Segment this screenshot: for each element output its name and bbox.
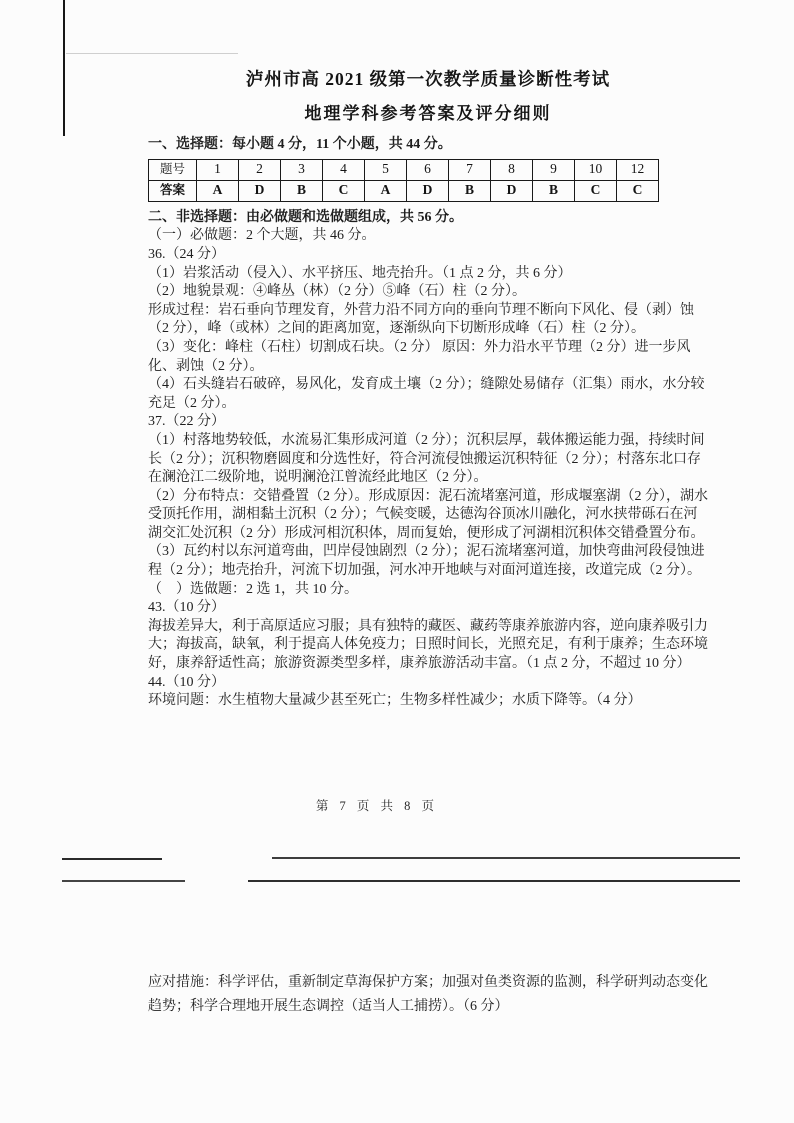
question-36-item-3: （3）变化：峰柱（石柱）切割成石块。（2 分） 原因：外力沿水平节理（2 分）进一步风化、剥蚀（2 分）。 <box>148 339 691 374</box>
next-page-fragment: 应对措施：科学评估，重新制定草海保护方案；加强对鱼类资源的监测，科学研判动态变化趋势；科学合理地开展生态调控（适当人工捕捞）。（6 分） <box>148 975 708 1014</box>
answer-cell: D <box>491 180 533 201</box>
answer-cell: D <box>407 180 449 201</box>
question-cell: 1 <box>197 159 239 180</box>
answer-cell: C <box>617 180 659 201</box>
answer-cell: A <box>197 180 239 201</box>
question-number-row <box>149 159 659 180</box>
scan-rule-line-bottom-left <box>62 880 185 882</box>
question-cell: 2 <box>239 159 281 180</box>
scan-artifact-vertical-line <box>63 0 65 136</box>
question-37-item-1: （1）村落地势较低，水流易汇集形成河道（2 分）；沉积层厚，载体搬运能力强，持续时间长（2 分）；沉积物磨圆度和分选性好，符合河流侵蚀搬运沉积特征（2 分）；村落东北口存在澜沧江二级阶地，说明澜沧江曾流经此地区（2 分）。 <box>148 432 705 486</box>
question-36-item-2-process: 形成过程：岩石垂向节理发育，外营力沿不同方向的垂向节理不断向下风化、侵（剥）蚀（2 分），峰（或林）之间的距离加宽，逐渐纵向下切断形成峰（石）柱（2 分）。 <box>148 302 694 337</box>
question-43-answer: 海拔差异大，利于高原适应习服；具有独特的藏医、藏药等康养旅游内容，逆向康养吸引力大；海拔高，缺氧，利于提高人体免疫力；日照时间长，光照充足，有利于康养；生态环境好，康养舒适性高；旅游资源类型多样，康养旅游活动丰富。（1 点 2 分，不超过 10 分） <box>148 618 708 672</box>
answer-key-table <box>148 159 659 202</box>
answer-row-label: 答案 <box>149 180 197 201</box>
question-43-title: 43.（10 分） <box>148 600 225 616</box>
scan-rule-line-top-left <box>62 858 162 860</box>
question-cell: 10 <box>575 159 617 180</box>
question-cell: 3 <box>281 159 323 180</box>
document-body <box>148 70 708 711</box>
question-row-label: 题号 <box>149 159 197 180</box>
answer-cell: C <box>323 180 365 201</box>
question-37-title: 37.（22 分） <box>148 414 225 430</box>
question-cell: 4 <box>323 159 365 180</box>
question-cell: 12 <box>617 159 659 180</box>
page-number: 第 7 页 共 8 页 <box>315 799 439 813</box>
question-cell: 5 <box>365 159 407 180</box>
question-36-item-4: （4）石头缝岩石破碎，易风化，发育成土壤（2 分）；缝隙处易储存（汇集）雨水，水分较充足（2 分）。 <box>148 377 705 411</box>
question-37-item-2: （2）分布特点：交错叠置（2 分）。形成原因：泥石流堵塞河道，形成堰塞湖（2 分），湖水受顶托作用，湖相黏土沉积（2 分）；气候变暖，达德沟谷顶冰川融化，河水挟带砾石在河湖交汇处沉积（2 分）形成河相沉积体，周而复始，便形成了河湖相沉积体交错叠置分布。 <box>148 488 708 541</box>
answer-row <box>149 180 659 201</box>
question-cell: 7 <box>449 159 491 180</box>
document-subtitle: 地理学科参考答案及评分细则 <box>304 103 552 123</box>
question-cell: 8 <box>491 159 533 180</box>
question-37-item-3: （3）瓦约村以东河道弯曲，凹岸侵蚀剧烈（2 分）；泥石流堵塞河道，加快弯曲河段侵蚀进程（2 分）；地壳抬升，河流下切加强，河水冲开地峡与对面河道连接，改道完成（2 分）。 <box>148 544 705 579</box>
question-36-title: 36.（24 分） <box>148 246 225 262</box>
question-36-item-1: （1）岩浆活动（侵入）、水平挤压、地壳抬升。（1 点 2 分，共 6 分） <box>148 265 572 281</box>
required-questions-heading: （一）必做题：2 个大题，共 46 分。 <box>148 228 376 244</box>
scan-rule-line-bottom-right <box>248 880 740 882</box>
question-44-title: 44.（10 分） <box>148 674 225 690</box>
document-title: 泸州市高 2021 级第一次教学质量诊断性考试 <box>245 69 611 89</box>
non-choice-section-heading: 二、非选择题：由必做题和选做题组成，共 56 分。 <box>148 209 463 225</box>
question-36-item-2: （2）地貌景观：④峰丛（林）（2 分）⑤峰（石）柱（2 分）。 <box>148 284 526 300</box>
answer-cell: A <box>365 180 407 201</box>
answer-cell: B <box>533 180 575 201</box>
question-cell: 6 <box>407 159 449 180</box>
scan-rule-line-top-right <box>272 857 740 859</box>
answer-cell: B <box>449 180 491 201</box>
choice-section-heading: 一、选择题：每小题 4 分，11 个小题，共 44 分。 <box>148 137 452 153</box>
answer-cell: C <box>575 180 617 201</box>
answer-cell: B <box>281 180 323 201</box>
question-cell: 9 <box>533 159 575 180</box>
scan-artifact-faint-line <box>66 53 238 54</box>
optional-questions-heading: （ ）选做题：2 选 1，共 10 分。 <box>148 581 358 597</box>
question-44-answer: 环境问题：水生植物大量减少甚至死亡；生物多样性减少；水质下降等。（4 分） <box>148 693 642 709</box>
answer-cell: D <box>239 180 281 201</box>
